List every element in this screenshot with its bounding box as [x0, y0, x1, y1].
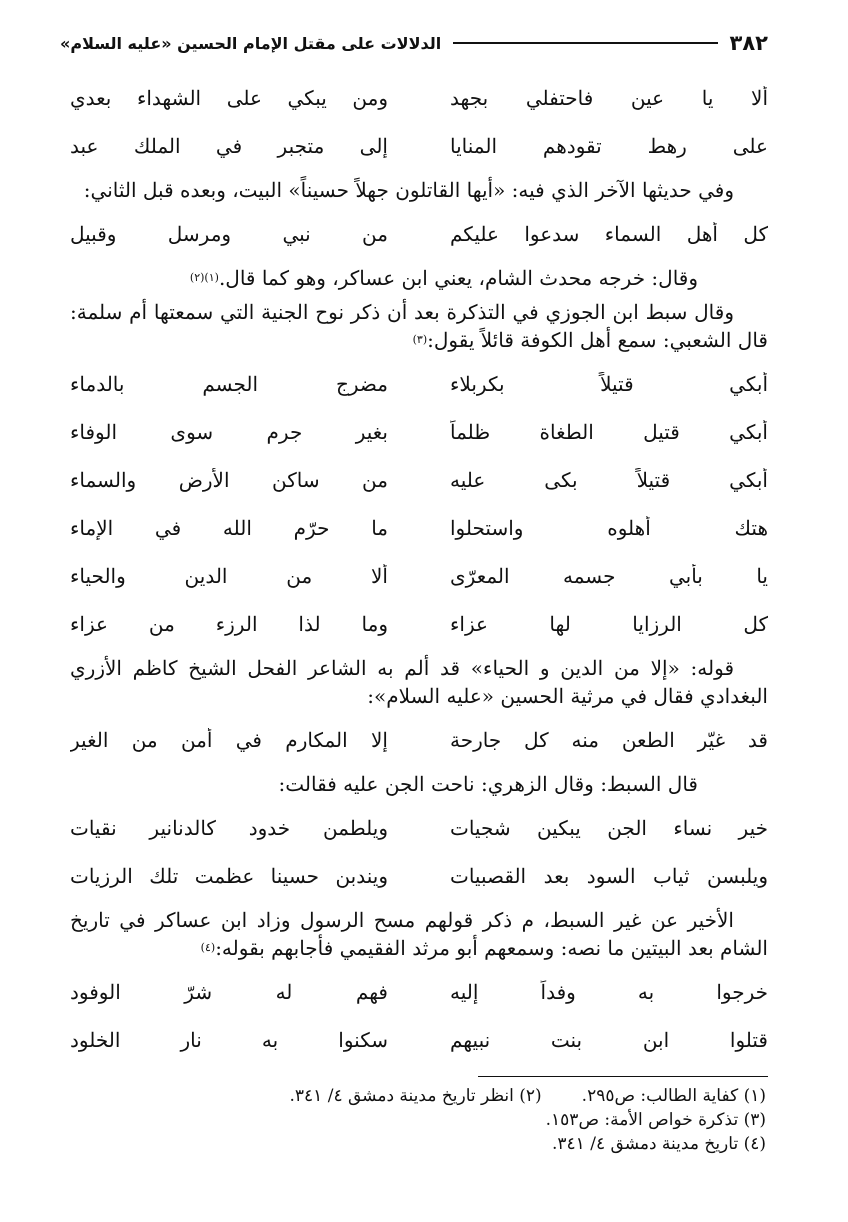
verse-first-hemistich: خرجوا به وفداً إليه [450, 980, 768, 1004]
paragraph-text: وفي حديثها الآخر الذي فيه: «أيها القاتلون جهلاً حسيناً» البيت، وبعده قبل الثاني: [83, 178, 734, 202]
verse-line [70, 456, 768, 504]
paragraph-text: الأخير عن غير السبط، م ذكر قولهم مسح الرسول وزاد ابن عساكر في تاريخ الشام بعد البيتين ما نصه: وسمعهم أبو مرثد الفقيمي فأجابهم بقوله: [70, 908, 768, 960]
footnote-row [150, 1084, 766, 1108]
verse-line [70, 600, 768, 648]
verse-first-hemistich: أبكي قتيل الطغاة ظلماً [450, 420, 768, 444]
verse-second-hemistich: مضرج الجسم بالدماء [70, 372, 388, 396]
footnote-reference: (٤) [200, 941, 216, 954]
verse-first-hemistich: كل أهل السماء سدعوا عليكم [450, 222, 768, 246]
page-number: ٣٨٢ [729, 31, 768, 55]
verse-first-hemistich: قد غيّر الطعن منه كل جارحة [450, 728, 768, 752]
verse-second-hemistich: من ساكن الأرض والسماء [70, 468, 388, 492]
verse-line [70, 552, 768, 600]
running-header [60, 28, 768, 58]
prose-paragraph [70, 264, 768, 292]
verse-first-hemistich: هتك أهلوه واستحلوا [450, 516, 768, 540]
paragraph-text: وقال: خرجه محدث الشام، يعني ابن عساكر، وهو كما قال. [218, 266, 698, 290]
verse-line [70, 408, 768, 456]
footnote-reference: (١) [204, 271, 219, 284]
verse-line [70, 360, 768, 408]
paragraph-text: قال السبط: وقال الزهري: ناحت الجن عليه فقالت: [278, 772, 698, 796]
prose-paragraph [70, 298, 768, 354]
verse-second-hemistich: ويلطمن خدود كالدنانير نقيات [70, 816, 388, 840]
verse-line [70, 74, 768, 122]
verse-first-hemistich: قتلوا ابن بنت نبيهم [450, 1028, 768, 1052]
verse-second-hemistich: ألا من الدين والحياء [70, 564, 388, 588]
verse-second-hemistich: ما حرّم الله في الإماء [70, 516, 388, 540]
verse-line [70, 504, 768, 552]
verse-second-hemistich: ومن يبكي على الشهداء بعدي [70, 86, 388, 110]
verse-first-hemistich: على رهط تقودهم المنايا [450, 134, 768, 158]
footnote-reference: (٣) [412, 333, 428, 346]
verse-second-hemistich: من نبي ومرسل وقبيل [70, 222, 388, 246]
header-rule [453, 42, 717, 44]
prose-paragraph [70, 906, 768, 962]
page-body [70, 74, 768, 1064]
verse-second-hemistich: سكنوا به نار الخلود [70, 1028, 388, 1052]
verse-second-hemistich: بغير جرم سوى الوفاء [70, 420, 388, 444]
prose-paragraph [70, 176, 768, 204]
footnote-4: (٤) تاريخ مدينة دمشق ٤/ ٣٤١. [552, 1134, 766, 1154]
verse-line [70, 804, 768, 852]
paragraph-text: قوله: «إلا من الدين و الحياء» قد ألم به الشاعر الفحل الشيخ كاظم الأزري البغدادي فقال في مرثية الحسين «عليه السلام»: [70, 656, 768, 708]
verse-second-hemistich: ويندبن حسينا عظمت تلك الرزيات [70, 864, 388, 888]
verse-first-hemistich: ألا يا عين فاحتفلي بجهد [450, 86, 768, 110]
verse-line [70, 716, 768, 764]
verse-second-hemistich: إلا المكارم في أمن من الغير [70, 728, 388, 752]
verse-line [70, 968, 768, 1016]
footnotes [150, 1084, 766, 1156]
verse-second-hemistich: فهم له شرّ الوفود [70, 980, 388, 1004]
footnote-reference: (٢) [189, 271, 205, 284]
footnote-2: (٢) انظر تاريخ مدينة دمشق ٤/ ٣٤١. [289, 1086, 542, 1106]
verse-first-hemistich: كل الرزايا لها عزاء [450, 612, 768, 636]
running-title: الدلالات على مقتل الإمام الحسين «عليه السلام» [60, 33, 442, 53]
verse-first-hemistich: أبكي قتيلاً بكربلاء [450, 372, 768, 396]
verse-first-hemistich: ويلبسن ثياب السود بعد القصبيات [450, 864, 768, 888]
verse-line [70, 852, 768, 900]
verse-second-hemistich: إلى متجبر في الملك عبد [70, 134, 388, 158]
verse-line [70, 1016, 768, 1064]
verse-second-hemistich: وما لذا الرزء من عزاء [70, 612, 388, 636]
verse-line [70, 210, 768, 258]
footnote-3: (٣) تذكرة خواص الأمة: ص١٥٣. [545, 1110, 766, 1130]
prose-paragraph [70, 770, 768, 798]
verse-first-hemistich: يا بأبي جسمه المعرّى [450, 564, 768, 588]
prose-paragraph [70, 654, 768, 710]
footnote-1: (١) كفاية الطالب: ص٢٩٥. [581, 1086, 766, 1106]
verse-line [70, 122, 768, 170]
footnote-separator [478, 1076, 768, 1077]
verse-first-hemistich: خير نساء الجن يبكين شجيات [450, 816, 768, 840]
paragraph-text: وقال سبط ابن الجوزي في التذكرة بعد أن ذكر نوح الجنية التي سمعتها أم سلمة: قال الشعبي: سمع أهل الكوفة قائلاً يقول: [70, 300, 768, 352]
verse-first-hemistich: أبكي قتيلاً بكى عليه [450, 468, 768, 492]
